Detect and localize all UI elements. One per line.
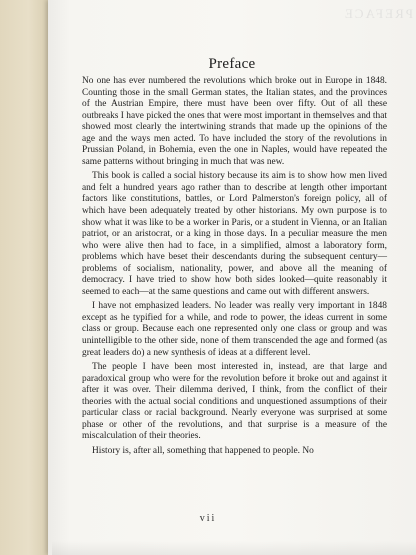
page-shadow: [52, 541, 416, 555]
page-number: vii: [199, 513, 217, 524]
page-heading: Preface: [208, 56, 256, 72]
paragraph-4: The people I have been most interested in, instead, are that large and paradoxical group who were for the revolution before it broke out and against it after it was over. Their dilemma derived, I think, from the conflict of their theories with the actual social conditions and unquestioned assumptions of their particular class or racial background. Nearly everyone was surprised at some phase or other of the revolutions, and that surprise is a measure of the miscalculation of their theories.: [82, 362, 387, 442]
paragraph-3: I have not emphasized leaders. No leader was really very important in 1848 except as he typified for a while, and rode to power, the ideas current in some class or group. Because each one represented only one class or group and was unintelligible to the other side, none of them transcended the age and formed (as great leaders do) a new synthesis of ideas at a different level.: [82, 301, 387, 358]
paragraph-2: This book is called a social history because its aim is to show how men lived and felt a hundred years ago rather than to describe at length other important factors like constitutions, battles, or Lord Palmerston's foreign policy, all of which have been adequately treated by other historians. My own purpose is to show what it was like to be a worker in Paris, or a student in Vienna, or an Italian patriot, or an aristocrat, or a king in those days. In a peculiar measure the men who were alive then had to face, in a simplified, almost a laboratory form, problems which have beset their descendants during the subsequent century—problems of socialism, nationality, power, and above all the meaning of democracy. I have tried to show how both sides looked—quite reasonably it seemed to each—at the same questions and came out with different answers.: [82, 171, 387, 297]
paragraph-5: History is, after all, something that happened to people. No: [92, 445, 314, 456]
paragraph-1: No one has ever numbered the revolutions which broke out in Europe in 1848. Counting those in the small German states, the Italian states, and the provinces of the Austrian Empire, there must have been over fifty. Out of all these outbreaks I have picked the ones that were most important in themselves and that showed most clearly the intertwining strands that made up the opinions of the age and the ways men acted. To have included the story of the revolutions in Prussian Poland, in Bohemia, even the one in Naples, would have repeated the same patterns without bringing in much that was new.: [82, 76, 387, 167]
body-text: [82, 76, 387, 461]
book-cover-edge: [0, 0, 52, 555]
bleed-through-text: PREFACE: [342, 6, 413, 21]
